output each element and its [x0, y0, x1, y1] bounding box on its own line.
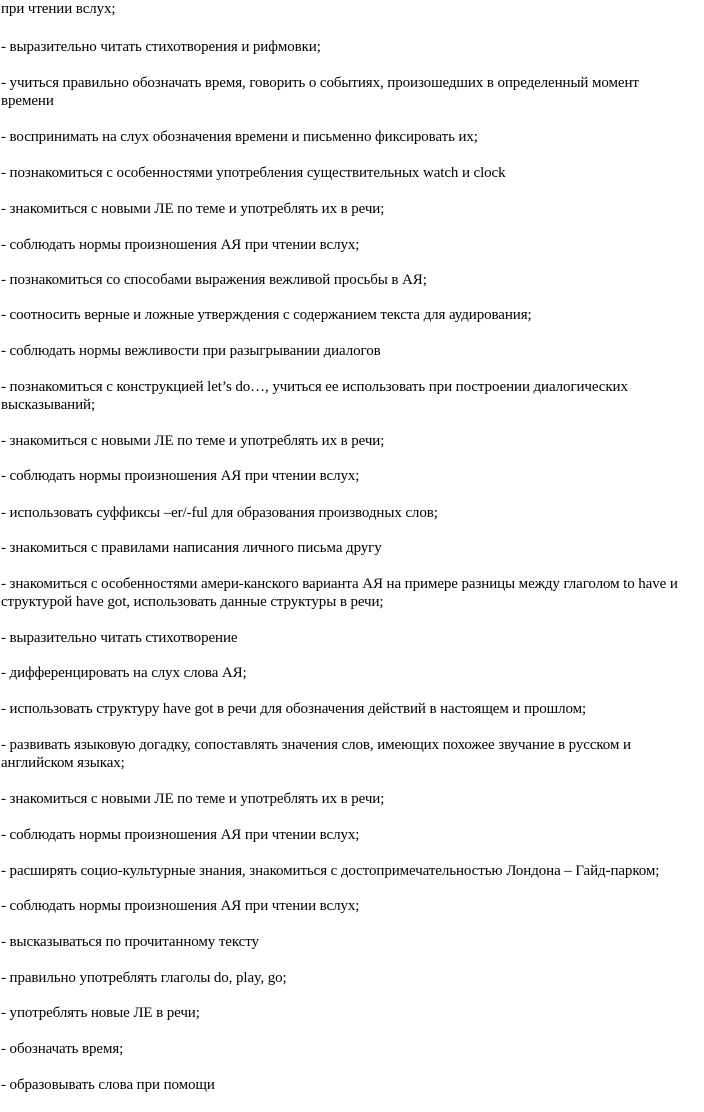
text-line: - выразительно читать стихотворения и рифмовки; [1, 39, 321, 55]
text-line: - расширять социо-культурные знания, знакомиться с достопримечательностью Лондона – Гайд-парком; [1, 863, 660, 879]
text-line: - соблюдать нормы произношения АЯ при чтении вслух; [1, 827, 360, 843]
text-line: - учиться правильно обозначать время, говорить о событиях, произошедших в определенный момент [1, 75, 639, 91]
text-line: - правильно употреблять глаголы do, play, go; [1, 970, 287, 986]
text-line: - знакомиться с новыми ЛЕ по теме и употреблять их в речи; [1, 201, 385, 217]
text-line: - соблюдать нормы произношения АЯ при чтении вслух; [1, 237, 360, 253]
text-line: высказываний; [1, 397, 96, 413]
text-line: английском языках; [1, 755, 125, 771]
text-line: при чтении вслух; [1, 1, 116, 17]
text-line: - образовывать слова при помощи [1, 1077, 215, 1093]
text-line: - знакомиться с новыми ЛЕ по теме и употреблять их в речи; [1, 433, 385, 449]
text-line: - соблюдать нормы произношения АЯ при чтении вслух; [1, 898, 360, 914]
text-line: - познакомиться со способами выражения вежливой просьбы в АЯ; [1, 272, 427, 288]
text-line: - знакомиться с особенностями амери-канского варианта АЯ на примере разницы между глаголом to have и [1, 576, 678, 592]
text-line: - выразительно читать стихотворение [1, 630, 238, 646]
text-line: - познакомиться с особенностями употребления существительных watch и clock [1, 165, 506, 181]
text-line: - дифференцировать на слух слова АЯ; [1, 665, 247, 681]
text-line: - высказываться по прочитанному тексту [1, 934, 259, 950]
text-line: - знакомиться с правилами написания личного письма другу [1, 540, 382, 556]
text-line: - соотносить верные и ложные утверждения с содержанием текста для аудирования; [1, 307, 532, 323]
text-line: - использовать структуру have got в речи для обозначения действий в настоящем и прошлом; [1, 701, 587, 717]
text-line: - употреблять новые ЛЕ в речи; [1, 1005, 200, 1021]
text-line: - познакомиться с конструкцией let’s do…, учиться ее использовать при построении диалогических [1, 379, 628, 395]
text-line: структурой have got, использовать данные структуры в речи; [1, 594, 384, 610]
text-line: - знакомиться с новыми ЛЕ по теме и употреблять их в речи; [1, 791, 385, 807]
text-line: времени [1, 93, 54, 109]
text-line: - развивать языковую догадку, сопоставлять значения слов, имеющих похожее звучание в русском и [1, 737, 631, 753]
text-line: - соблюдать нормы вежливости при разыгрывании диалогов [1, 343, 381, 359]
text-line: - соблюдать нормы произношения АЯ при чтении вслух; [1, 468, 360, 484]
text-line: - обозначать время; [1, 1041, 124, 1057]
text-line: - воспринимать на слух обозначения времени и письменно фиксировать их; [1, 129, 478, 145]
text-line: - использовать суффиксы –er/-ful для образования производных слов; [1, 505, 438, 521]
